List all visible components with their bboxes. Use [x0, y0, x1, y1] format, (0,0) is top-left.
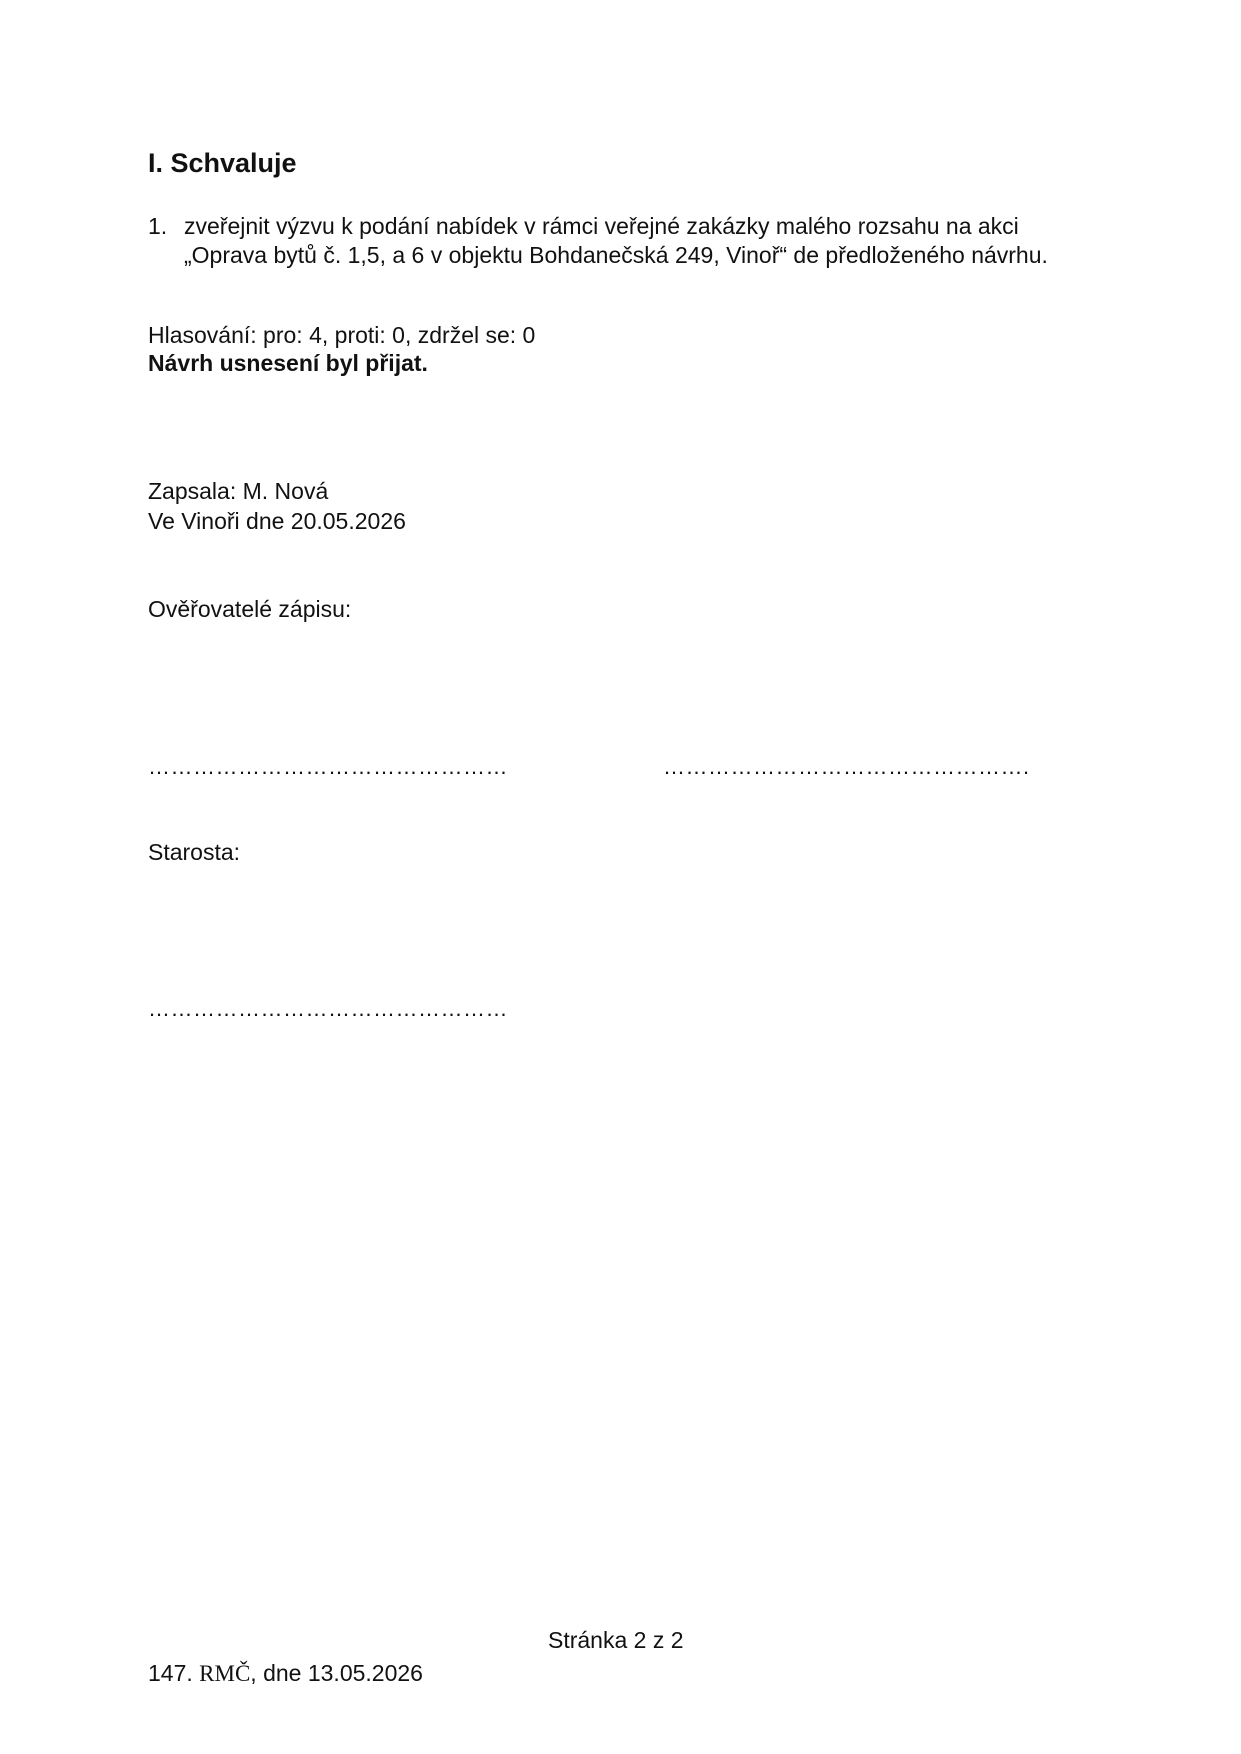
footer-meeting-number: 147.: [148, 1660, 193, 1686]
voting-outcome: Návrh usnesení byl přijat.: [148, 350, 428, 376]
recorded-by: Zapsala: M. Nová: [148, 478, 329, 504]
verifier-signature-line-2: ………………………………………….: [663, 754, 1030, 779]
voting-result: Hlasování: pro: 4, proti: 0, zdržel se: 0: [148, 322, 536, 348]
footer-meeting-abbr: RMČ: [199, 1661, 251, 1686]
mayor-label: Starosta:: [148, 839, 241, 865]
mayor-signature-line: …………………………………………: [148, 996, 508, 1021]
resolution-item-text: zveřejnit výzvu k podání nabídek v rámci veřejné zakázky malého rozsahu na akci „Oprava bytů č. 1,5, a 6 v objektu Bohdanečská 249, Vinoř“ de předloženého návrhu.: [184, 213, 1048, 268]
resolution-item-number: 1.: [148, 213, 168, 239]
footer-meeting-date: , dne 13.05.2026: [250, 1660, 423, 1686]
section-heading: I. Schvaluje: [148, 148, 297, 178]
footer-meeting: [148, 1658, 423, 1689]
page-indicator: Stránka 2 z 2: [548, 1627, 684, 1653]
resolution-item: [148, 212, 1108, 270]
place-date: Ve Vinoři dne 20.05.2026: [148, 508, 406, 534]
verifier-signature-line-1: …………………………………………: [148, 754, 508, 779]
verifiers-label: Ověřovatelé zápisu:: [148, 596, 352, 622]
